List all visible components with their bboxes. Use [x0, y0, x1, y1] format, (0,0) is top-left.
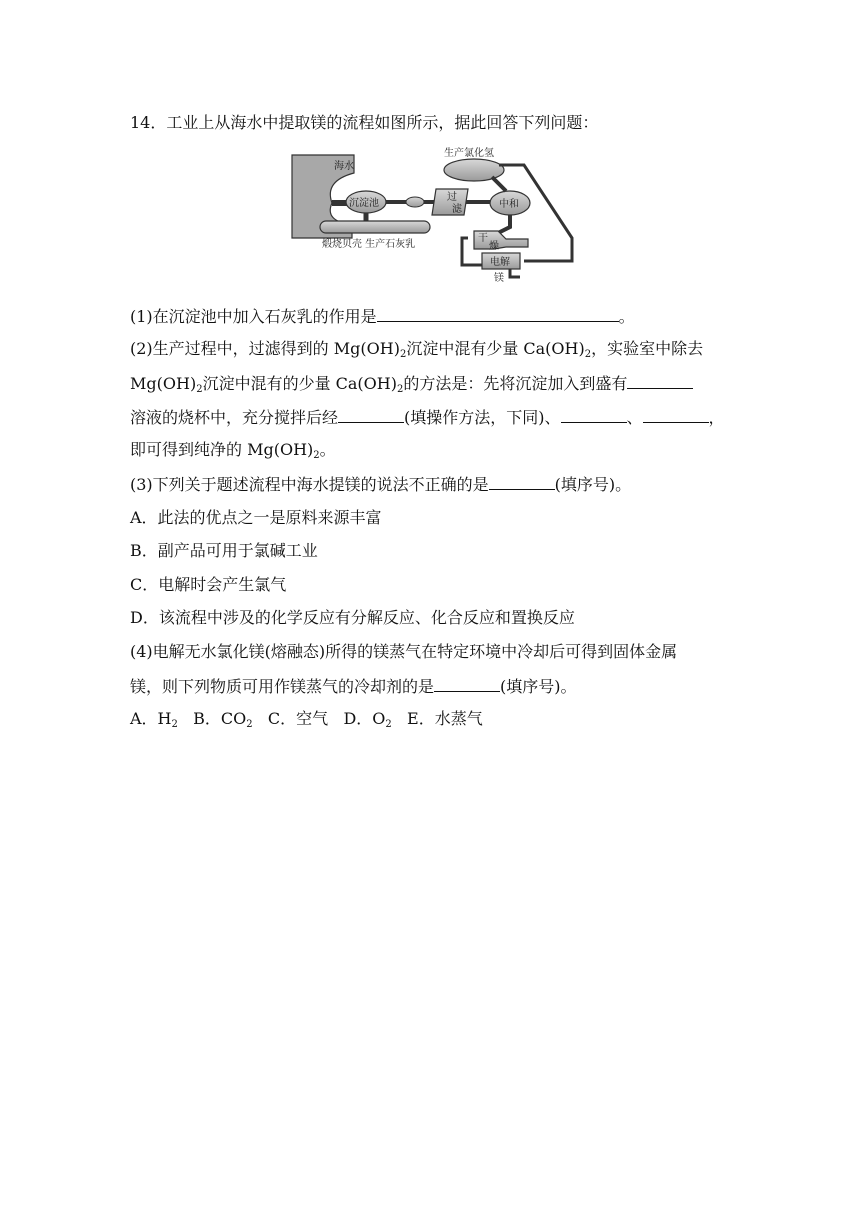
q4-option-e: E．水蒸气 [407, 709, 483, 728]
q3-end: (填序号)。 [554, 475, 632, 494]
flow-diagram [284, 143, 584, 283]
pump-shape [406, 197, 424, 207]
q4-line-2 [130, 676, 577, 697]
neutralize-label: 中和 [499, 199, 519, 210]
q3-text: (3)下列关于题述流程中海水提镁的说法不正确的是 [130, 475, 489, 494]
hcl-label: 生产氯化氢 [444, 148, 494, 159]
q2-text-3c: 、 [626, 408, 643, 427]
q4-answer-blank[interactable] [434, 676, 500, 692]
q2-line-4 [130, 440, 336, 460]
q1-line [130, 306, 635, 327]
q3-option-d: D．该流程中涉及的化学反应有分解反应、化合反应和置换反应 [130, 608, 575, 627]
q3-option-c: C．电解时会产生氯气 [130, 575, 287, 594]
q2-text-2b: 沉淀中混有的少量 Ca(OH) [202, 374, 397, 393]
q4-line-1: (4)电解无水氯化镁(熔融态)所得的镁蒸气在特定环境中冷却后可得到固体金属 [130, 642, 678, 661]
q3-line [130, 474, 631, 495]
q2-text-4b: 。 [319, 440, 336, 459]
q3-answer-blank[interactable] [489, 474, 555, 490]
q2-line-2 [130, 373, 693, 394]
settling-tank-label: 沉淀池 [349, 198, 379, 209]
q2-text-1b: 沉淀中混有少量 Ca(OH) [406, 339, 585, 358]
q2-text-1c: ，实验室中除去 [591, 339, 704, 358]
question-stem-line [130, 113, 598, 133]
magnesium-label: 镁 [494, 273, 504, 283]
lime-tank-shape [320, 221, 430, 233]
subscript: 2 [397, 384, 404, 395]
q2-text-2a: Mg(OH) [130, 374, 197, 393]
q4-text-2b: (填序号)。 [500, 677, 577, 696]
q2-text-2c: 的方法是：先将沉淀加入到盛有 [403, 374, 628, 393]
q1-answer-blank[interactable] [377, 306, 619, 322]
q2-text-3d: ， [708, 408, 725, 427]
q4-option-b: B．$CO_2$ [193, 709, 253, 730]
q2-line-1 [130, 339, 703, 359]
question-stem: 工业上从海水中提取镁的流程如图所示，据此回答下列问题： [166, 113, 599, 132]
calcine-label: 煅烧贝壳 生产石灰乳 [322, 239, 416, 250]
filter-label-2: 滤 [452, 204, 462, 215]
q2-solution-blank[interactable] [627, 373, 693, 389]
q4-options-line [130, 709, 483, 729]
subscript: 2 [313, 450, 320, 461]
q2-text-3a: 溶液的烧杯中，充分搅拌后经 [130, 408, 339, 427]
q2-text-4a: 即可得到纯净的 Mg(OH) [130, 440, 314, 459]
dryer-label-2: 燥 [489, 241, 499, 252]
q3-option-b: B．副产品可用于氯碱工业 [130, 541, 318, 560]
q4-text-2a: 镁，则下列物质可用作镁蒸气的冷却剂的是 [130, 677, 435, 696]
q4-option-d: D．$O_2$ [343, 709, 392, 730]
subscript: 2 [584, 349, 592, 360]
seawater-label: 海水 [334, 161, 354, 172]
q1-text: (1)在沉淀池中加入石灰乳的作用是 [130, 307, 377, 326]
question-number: 14． [130, 113, 167, 132]
pipe-hcl-neutralize [492, 177, 506, 191]
q2-operation-blank-1[interactable] [338, 407, 404, 423]
q2-operation-blank-2[interactable] [561, 407, 627, 423]
q4-option-c: C．空气 [267, 709, 329, 728]
q2-text-1a: (2)生产过程中，过滤得到的 Mg(OH) [130, 339, 400, 358]
q4-option-a: A．$H_2$ [130, 709, 178, 730]
q3-option-a: A．此法的优点之一是原料来源丰富 [130, 508, 382, 527]
q2-text-3b: (填操作方法，下同)、 [404, 408, 561, 427]
q2-operation-blank-3[interactable] [643, 407, 709, 423]
dryer-label-1: 干 [478, 233, 488, 244]
q1-end: 。 [618, 307, 635, 326]
electrolysis-label: 电解 [490, 257, 510, 268]
q2-line-3 [130, 407, 725, 428]
filter-label-1: 过 [447, 192, 457, 203]
pipe-electrolysis-out [510, 269, 520, 277]
subscript: 2 [196, 384, 203, 395]
subscript: 2 [399, 349, 407, 360]
